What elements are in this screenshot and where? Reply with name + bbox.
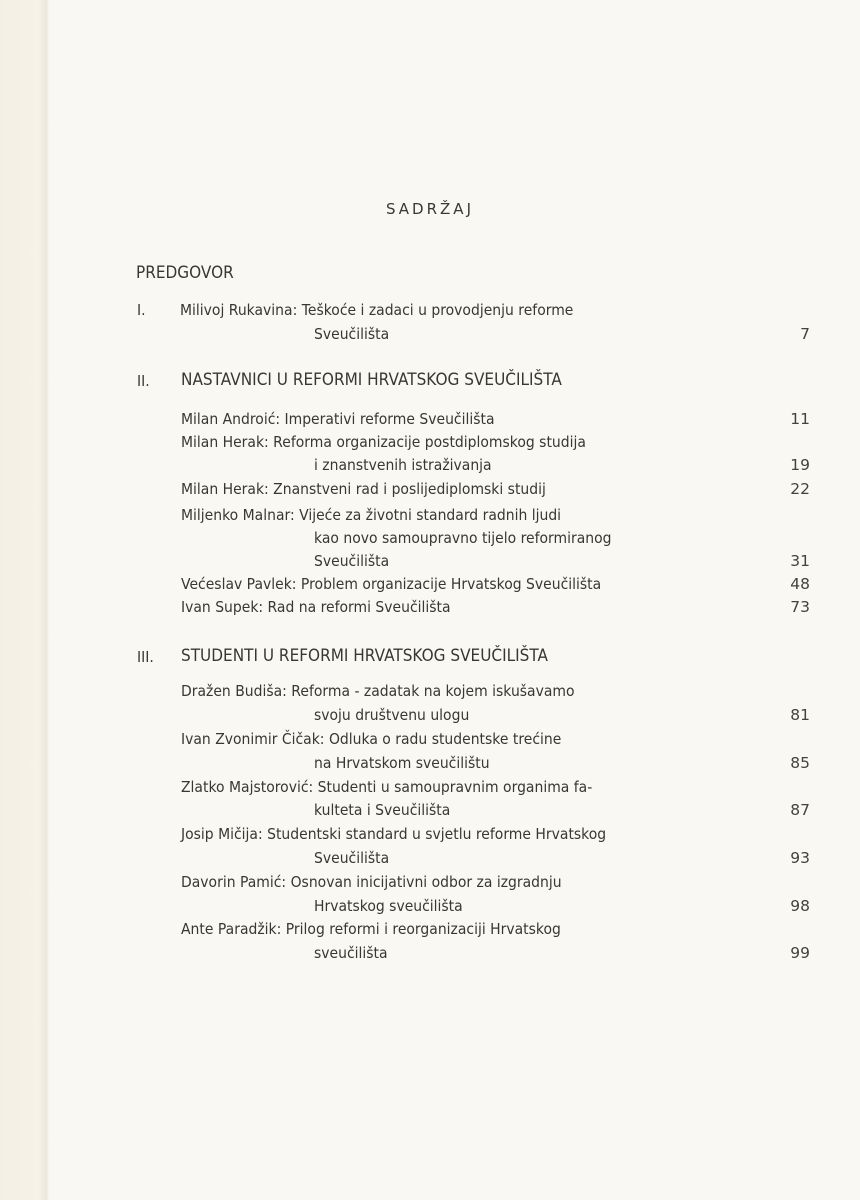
page-number: 81 <box>790 706 810 724</box>
toc-entry-line: Miljenko Malnar: Vijeće za životni standard radnih ljudi <box>181 506 562 524</box>
page-number: 93 <box>790 849 810 867</box>
page <box>49 0 860 1200</box>
toc-entry-line: Milan Herak: Reforma organizacije postdiplomskog studija <box>181 433 586 451</box>
page-number: 48 <box>790 575 810 593</box>
page-number: 87 <box>790 801 810 819</box>
toc-entry-line: Većeslav Pavlek: Problem organizacije Hrvatskog Sveučilišta <box>181 575 602 593</box>
toc-entry-line: Ivan Zvonimir Čičak: Odluka o radu studentske trećine <box>181 730 562 748</box>
toc-entry-line: Milivoj Rukavina: Teškoće i zadaci u provodjenju reforme <box>180 301 574 319</box>
page-number: 85 <box>790 754 810 772</box>
section-2-numeral: II. <box>137 372 150 390</box>
book-gutter <box>0 0 48 1200</box>
page-number: 99 <box>790 944 810 962</box>
page-number: 19 <box>790 456 810 474</box>
toc-entry-line: na Hrvatskom sveučilištu <box>314 754 490 772</box>
toc-entry-line: Ivan Supek: Rad na reformi Sveučilišta <box>181 598 451 616</box>
toc-entry-line: Milan Herak: Znanstveni rad i poslijediplomski studij <box>181 480 546 498</box>
toc-entry-line: i znanstvenih istraživanja <box>314 456 492 474</box>
toc-entry-line: Zlatko Majstorović: Studenti u samoupravnim organima fa- <box>181 778 593 796</box>
section-3-numeral: III. <box>137 648 154 666</box>
section-2-heading: NASTAVNICI U REFORMI HRVATSKOG SVEUČILIŠTA <box>181 370 562 390</box>
page-number: 11 <box>790 410 810 428</box>
toc-entry-line: Milan Androić: Imperativi reforme Sveučilišta <box>181 410 495 428</box>
page-title: SADRŽAJ <box>386 200 474 218</box>
toc-entry-line: Sveučilišta <box>314 325 390 343</box>
toc-entry-line: Davorin Pamić: Osnovan inicijativni odbor za izgradnju <box>181 873 562 891</box>
section-3-heading: STUDENTI U REFORMI HRVATSKOG SVEUČILIŠTA <box>181 646 548 666</box>
toc-entry-line: Ante Paradžik: Prilog reformi i reorganizaciji Hrvatskog <box>181 920 561 938</box>
preface-heading: PREDGOVOR <box>136 263 234 283</box>
toc-entry-line: Josip Mičija: Studentski standard u svjetlu reforme Hrvatskog <box>181 825 607 843</box>
page-number: 98 <box>790 897 810 915</box>
toc-entry-line: Dražen Budiša: Reforma - zadatak na kojem iskušavamo <box>181 682 575 700</box>
toc-entry-line: Hrvatskog sveučilišta <box>314 897 463 915</box>
toc-entry-line: Sveučilišta <box>314 849 390 867</box>
toc-entry-line: sveučilišta <box>314 944 388 962</box>
page-number: 22 <box>790 480 810 498</box>
toc-entry-line: svoju društvenu ulogu <box>314 706 470 724</box>
toc-entry-line: kao novo samoupravno tijelo reformiranog <box>314 529 612 547</box>
page-number: 31 <box>790 552 810 570</box>
page-number: 7 <box>800 325 810 343</box>
toc-entry-line: kulteta i Sveučilišta <box>314 801 451 819</box>
toc-entry-line: Sveučilišta <box>314 552 390 570</box>
section-1-numeral: I. <box>137 301 146 319</box>
page-number: 73 <box>790 598 810 616</box>
